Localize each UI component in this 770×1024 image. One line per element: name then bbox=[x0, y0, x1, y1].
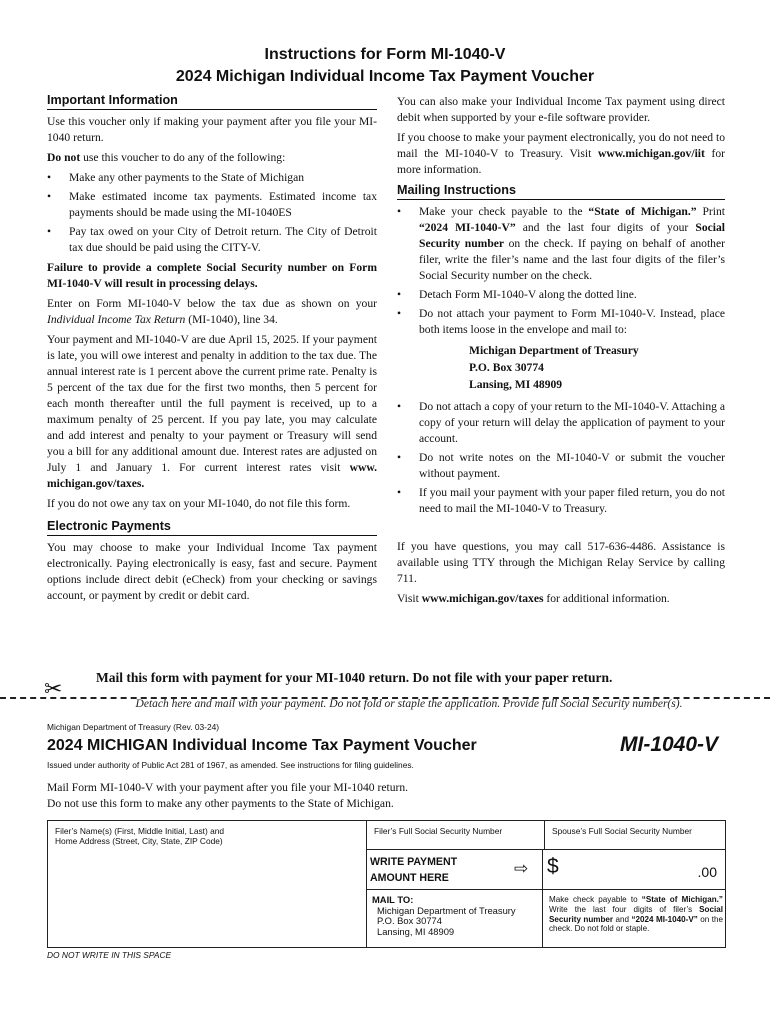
note-b: “State of Michigan.” bbox=[641, 895, 723, 904]
p4-text: Your payment and MI-1040-V are due April 15, 2025. If your payment is late, you will owe interest and penalty in addition to the tax due. The annual interest rate is 1 percent above the current prime rate. Penalty is 5 percent of the tax due for the first two months, then 5 percent for each month thereafter until the full payment is received, up to a maximum penalty of 25 percent. If you pay late, you may calculate and add interest and penalty to your payment or Treasury will send you a bill for any additional amount due. Interest rates are adjusted on July 1 and January 1. For current interest rates visit bbox=[47, 333, 377, 474]
address-line: Lansing, MI 48909 bbox=[469, 378, 563, 391]
b1-e: and the last four digits of your bbox=[515, 221, 696, 234]
b1-d: “2024 MI-1040-V” bbox=[419, 221, 516, 234]
p2-end: for more information. bbox=[397, 147, 725, 176]
title-line-1: Instructions for Form MI-1040-V bbox=[264, 46, 506, 63]
list-item bbox=[397, 204, 725, 284]
right-column bbox=[397, 94, 725, 611]
list-item: • If you mail your payment with your paper filed return, you do not need to mail the MI-1040-V to Treasury. bbox=[397, 485, 725, 517]
address-line: P.O. Box 30774 bbox=[469, 361, 544, 374]
note-g: on the check. Do not fold or staple. bbox=[549, 914, 723, 934]
questions-p1: If you have questions, you may call 517-636-4486. Assistance is available using TTY through the Michigan Relay Service by calling 711. bbox=[397, 540, 725, 585]
voucher-mail-line: Do not use this form to make any other payments to the State of Michigan. bbox=[47, 797, 394, 810]
p3-italic: Individual Income Tax Return bbox=[47, 313, 186, 326]
b1-g: on the check. If paying on behalf of another filer, write the filer’s name and the last four digits of the filer’s Social Security number on the check. bbox=[419, 237, 725, 282]
important-p3 bbox=[47, 296, 377, 328]
payment-label-line: AMOUNT HERE bbox=[370, 872, 449, 884]
payment-label bbox=[370, 854, 457, 886]
filer-label-line: Filer’s Name(s) (First, Middle Initial, Last) and bbox=[55, 826, 225, 836]
address-line: Michigan Department of Treasury bbox=[469, 344, 639, 357]
list-item: • Do not attach your payment to Form MI-1040-V. Instead, place both items loose in the envelope and mail to: bbox=[397, 306, 725, 338]
voucher-title: 2024 MICHIGAN Individual Income Tax Payment Voucher bbox=[47, 737, 477, 754]
detach-instructions: Detach here and mail with your payment. Do not fold or staple the application. Provide full Social Security number(s). bbox=[135, 698, 683, 710]
page-title bbox=[0, 44, 770, 88]
spouse-ssn-label: Spouse’s Full Social Security Number bbox=[552, 826, 692, 836]
payment-amount-field[interactable] bbox=[543, 850, 725, 890]
filer-label-line: Home Address (Street, City, State, ZIP Code) bbox=[55, 836, 223, 846]
spouse-ssn-field[interactable] bbox=[544, 820, 726, 850]
p2-text: If you choose to make your payment electronically, you do not need to mail the MI-1040-V to Treasury. Visit bbox=[397, 131, 725, 160]
mailing-heading: Mailing Instructions bbox=[397, 182, 725, 200]
list-item: • Do not write notes on the MI-1040-V or submit the voucher without payment. bbox=[397, 450, 725, 482]
note-a: Make check payable to bbox=[549, 895, 642, 904]
scissors-icon: ✂ bbox=[44, 676, 63, 701]
check-payable-note bbox=[549, 895, 723, 934]
important-heading: Important Information bbox=[47, 92, 377, 110]
mail-to-heading: MAIL TO: bbox=[372, 894, 414, 905]
important-p1: Use this voucher only if making your payment after you file your MI-1040 return. bbox=[47, 115, 377, 144]
important-p5: If you do not owe any tax on your MI-1040, do not file this form. bbox=[47, 497, 351, 510]
taxes-link[interactable]: www. michigan.gov/taxes. bbox=[47, 461, 377, 490]
voucher-mail-text bbox=[47, 780, 408, 812]
ssn-warning: Failure to provide a complete Social Security number on Form MI-1040-V will result in processing delays. bbox=[47, 261, 377, 290]
mail-notice: Mail this form with payment for your MI-1040 return. Do not file with your paper return. bbox=[96, 670, 613, 685]
q-visit: Visit bbox=[397, 592, 422, 605]
do-not-bold: Do not bbox=[47, 151, 81, 164]
list-item: • Detach Form MI-1040-V along the dotted line. bbox=[397, 287, 725, 303]
note-d: Social Security number bbox=[549, 904, 723, 924]
mail-to-line: P.O. Box 30774 bbox=[377, 915, 442, 926]
list-item: • Make any other payments to the State of Michigan bbox=[47, 170, 377, 186]
payment-label-line: WRITE PAYMENT bbox=[370, 856, 458, 868]
important-p2 bbox=[47, 150, 377, 166]
filer-name-label bbox=[48, 821, 366, 851]
note-f: “2024 MI-1040-V” bbox=[631, 914, 698, 924]
list-item: • Pay tax owed on your City of Detroit return. The City of Detroit tax due should be paid using the CITY-V. bbox=[47, 224, 377, 256]
b1-f: Social Security number bbox=[419, 221, 726, 250]
list-item: • Make estimated income tax payments. Estimated income tax payments should be made using the MI-1040ES bbox=[47, 189, 377, 221]
b1-a: Make your check payable to the bbox=[419, 205, 589, 218]
do-not-write-label: DO NOT WRITE IN THIS SPACE bbox=[47, 950, 172, 960]
important-p4 bbox=[47, 332, 377, 492]
left-column bbox=[47, 92, 377, 608]
payment-amount-row bbox=[366, 850, 726, 890]
mail-to-row bbox=[366, 890, 726, 948]
note-c: Write the last four digits of filer’s bbox=[549, 904, 700, 914]
voucher-form-id: MI-1040-V bbox=[620, 733, 719, 756]
electronic-p1: You may choose to make your Individual Income Tax payment electronically. Paying electronically is easy, fast and secure. Payment options include direct debit (eCheck) from your checking or savings account, or payment by credit or debit card. bbox=[47, 541, 377, 602]
right-intro-p1: You can also make your Individual Income Tax payment using direct debit when supported by your e-file software provider. bbox=[397, 95, 725, 124]
electronic-heading: Electronic Payments bbox=[47, 518, 377, 536]
filer-ssn-field[interactable] bbox=[366, 820, 544, 850]
b1-c: Print bbox=[696, 205, 725, 218]
cents-value: .00 bbox=[697, 864, 717, 880]
p3-text-b: (MI-1040), line 34. bbox=[185, 313, 278, 326]
voucher-issued: Issued under authority of Public Act 281 of 1967, as amended. See instructions for filing guidelines. bbox=[47, 760, 414, 770]
mail-to-line: Michigan Department of Treasury bbox=[377, 904, 516, 916]
p3-text-a: Enter on Form MI-1040-V below the tax due as shown on your bbox=[47, 297, 377, 310]
mailing-address bbox=[397, 342, 725, 393]
mailing-bullets-2 bbox=[397, 399, 725, 517]
filer-ssn-label: Filer’s Full Social Security Number bbox=[374, 826, 503, 836]
mail-to-line: Lansing, MI 48909 bbox=[377, 925, 455, 937]
voucher-dept: Michigan Department of Treasury (Rev. 03-24) bbox=[47, 722, 220, 732]
pointing-hand-arrow-icon: ⇨ bbox=[514, 859, 529, 879]
divider bbox=[542, 890, 543, 948]
title-line-2: 2024 Michigan Individual Income Tax Payment Voucher bbox=[175, 68, 595, 85]
questions-p2 bbox=[397, 591, 725, 607]
list-item: • Do not attach a copy of your return to the MI-1040-V. Attaching a copy of your return will delay the application of payment to your account. bbox=[397, 399, 725, 447]
iit-link[interactable]: www.michigan.gov/iit bbox=[597, 147, 705, 160]
b1-b: “State of Michigan.” bbox=[588, 205, 697, 218]
important-p2-rest: use this voucher to do any of the following: bbox=[80, 151, 286, 164]
dollar-sign: $ bbox=[547, 855, 559, 878]
taxes-link-2[interactable]: www.michigan.gov/taxes bbox=[421, 592, 544, 605]
q-end: for additional information. bbox=[543, 592, 670, 605]
mailing-bullets bbox=[397, 204, 725, 338]
note-e: and bbox=[613, 914, 632, 924]
filer-name-address-field[interactable] bbox=[47, 820, 366, 948]
voucher-mail-line: Mail Form MI-1040-V with your payment after you file your MI-1040 return. bbox=[47, 781, 409, 794]
mail-to-address bbox=[372, 895, 516, 937]
important-bullets bbox=[47, 170, 377, 256]
right-intro-p2 bbox=[397, 130, 725, 178]
